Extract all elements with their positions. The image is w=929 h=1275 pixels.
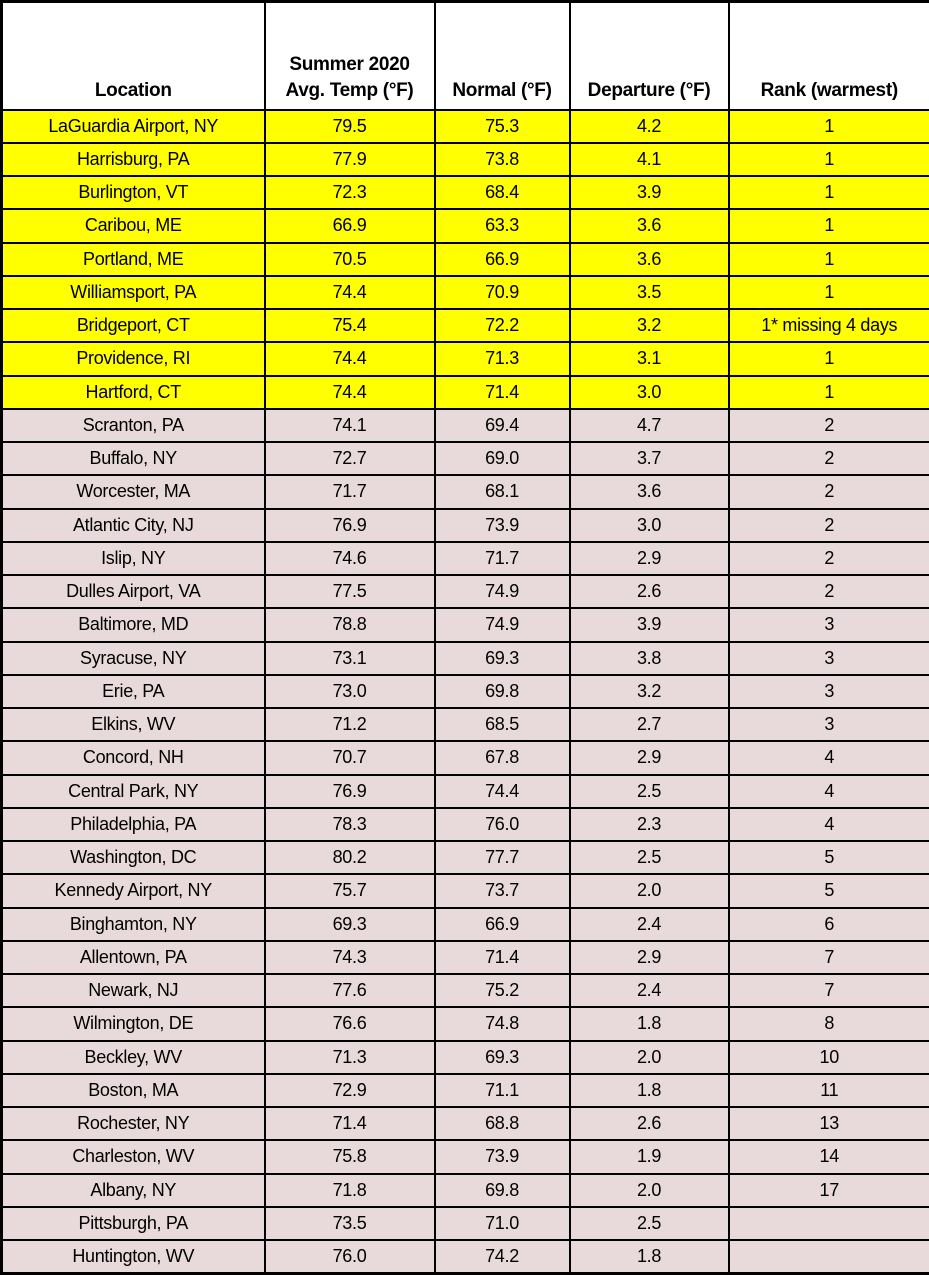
cell-rank: 6 (729, 908, 929, 941)
cell-location: Hartford, CT (2, 376, 265, 409)
cell-location: Portland, ME (2, 243, 265, 276)
cell-departure: 1.8 (570, 1007, 729, 1040)
cell-location: Providence, RI (2, 342, 265, 375)
cell-normal: 67.8 (435, 741, 570, 774)
cell-normal: 71.4 (435, 376, 570, 409)
cell-location: Caribou, ME (2, 209, 265, 242)
cell-rank: 5 (729, 874, 929, 907)
cell-avg-temp: 73.5 (265, 1207, 435, 1240)
col-header-avg-temp-line2: Avg. Temp (°F) (285, 79, 414, 101)
cell-avg-temp: 79.5 (265, 110, 435, 143)
cell-departure: 3.0 (570, 509, 729, 542)
cell-location: Newark, NJ (2, 974, 265, 1007)
table-row (2, 1007, 929, 1040)
cell-rank: 1* missing 4 days (729, 309, 929, 342)
table-row (2, 1207, 929, 1240)
cell-normal: 71.4 (435, 941, 570, 974)
table-row (2, 1174, 929, 1207)
cell-rank: 2 (729, 442, 929, 475)
cell-location: Dulles Airport, VA (2, 575, 265, 608)
cell-avg-temp: 74.4 (265, 342, 435, 375)
table-row (2, 409, 929, 442)
cell-avg-temp: 76.6 (265, 1007, 435, 1040)
cell-normal: 73.7 (435, 874, 570, 907)
cell-avg-temp: 70.5 (265, 243, 435, 276)
cell-avg-temp: 77.6 (265, 974, 435, 1007)
cell-normal: 71.0 (435, 1207, 570, 1240)
cell-avg-temp: 71.8 (265, 1174, 435, 1207)
cell-normal: 69.3 (435, 642, 570, 675)
table-row (2, 775, 929, 808)
table-row (2, 143, 929, 176)
table-row (2, 874, 929, 907)
table-row (2, 708, 929, 741)
cell-avg-temp: 73.0 (265, 675, 435, 708)
cell-rank: 1 (729, 209, 929, 242)
cell-location: LaGuardia Airport, NY (2, 110, 265, 143)
cell-normal: 70.9 (435, 276, 570, 309)
cell-location: Islip, NY (2, 542, 265, 575)
cell-location: Erie, PA (2, 675, 265, 708)
cell-rank: 4 (729, 741, 929, 774)
table-row (2, 209, 929, 242)
cell-rank: 2 (729, 575, 929, 608)
cell-departure: 3.6 (570, 475, 729, 508)
cell-normal: 72.2 (435, 309, 570, 342)
cell-departure: 3.2 (570, 309, 729, 342)
table-row (2, 509, 929, 542)
table-body (2, 110, 929, 1274)
cell-location: Bridgeport, CT (2, 309, 265, 342)
cell-rank: 17 (729, 1174, 929, 1207)
cell-location: Burlington, VT (2, 176, 265, 209)
cell-normal: 63.3 (435, 209, 570, 242)
cell-rank: 1 (729, 143, 929, 176)
table-row (2, 841, 929, 874)
cell-avg-temp: 69.3 (265, 908, 435, 941)
cell-normal: 73.8 (435, 143, 570, 176)
cell-normal: 71.3 (435, 342, 570, 375)
cell-normal: 69.8 (435, 675, 570, 708)
cell-departure: 3.9 (570, 176, 729, 209)
cell-avg-temp: 74.1 (265, 409, 435, 442)
cell-normal: 66.9 (435, 243, 570, 276)
table-row (2, 442, 929, 475)
cell-avg-temp: 75.7 (265, 874, 435, 907)
cell-location: Central Park, NY (2, 775, 265, 808)
cell-normal: 69.4 (435, 409, 570, 442)
cell-normal: 74.4 (435, 775, 570, 808)
col-header-rank (729, 2, 929, 110)
cell-departure: 2.5 (570, 841, 729, 874)
cell-departure: 3.9 (570, 608, 729, 641)
table-row (2, 642, 929, 675)
cell-avg-temp: 74.4 (265, 376, 435, 409)
cell-departure: 3.0 (570, 376, 729, 409)
cell-departure: 2.5 (570, 775, 729, 808)
cell-avg-temp: 72.3 (265, 176, 435, 209)
cell-departure: 2.9 (570, 542, 729, 575)
cell-location: Washington, DC (2, 841, 265, 874)
cell-avg-temp: 78.3 (265, 808, 435, 841)
cell-departure: 3.1 (570, 342, 729, 375)
cell-location: Williamsport, PA (2, 276, 265, 309)
cell-departure: 2.7 (570, 708, 729, 741)
table-row (2, 608, 929, 641)
cell-normal: 73.9 (435, 509, 570, 542)
cell-location: Binghamton, NY (2, 908, 265, 941)
cell-avg-temp: 77.9 (265, 143, 435, 176)
cell-rank: 1 (729, 342, 929, 375)
cell-rank: 1 (729, 243, 929, 276)
cell-location: Baltimore, MD (2, 608, 265, 641)
col-header-location-label: Location (94, 79, 172, 101)
cell-departure: 3.8 (570, 642, 729, 675)
cell-departure: 2.9 (570, 941, 729, 974)
cell-avg-temp: 66.9 (265, 209, 435, 242)
table-row (2, 475, 929, 508)
cell-normal: 68.5 (435, 708, 570, 741)
cell-location: Pittsburgh, PA (2, 1207, 265, 1240)
table-row (2, 276, 929, 309)
table-row (2, 376, 929, 409)
cell-rank: 8 (729, 1007, 929, 1040)
cell-rank: 13 (729, 1107, 929, 1140)
col-header-location (2, 2, 265, 110)
cell-departure: 4.1 (570, 143, 729, 176)
cell-departure: 1.9 (570, 1140, 729, 1173)
table-row (2, 1140, 929, 1173)
cell-normal: 74.9 (435, 575, 570, 608)
cell-avg-temp: 76.9 (265, 509, 435, 542)
cell-rank: 11 (729, 1074, 929, 1107)
cell-rank: 10 (729, 1041, 929, 1074)
cell-rank: 14 (729, 1140, 929, 1173)
cell-rank: 1 (729, 376, 929, 409)
table-row (2, 1240, 929, 1274)
table-row (2, 176, 929, 209)
cell-rank: 2 (729, 409, 929, 442)
cell-rank: 1 (729, 110, 929, 143)
table-row (2, 741, 929, 774)
cell-avg-temp: 76.0 (265, 1240, 435, 1274)
cell-normal: 68.8 (435, 1107, 570, 1140)
cell-normal: 74.9 (435, 608, 570, 641)
cell-departure: 3.7 (570, 442, 729, 475)
cell-departure: 2.6 (570, 1107, 729, 1140)
cell-rank: 4 (729, 808, 929, 841)
cell-location: Concord, NH (2, 741, 265, 774)
cell-departure: 2.4 (570, 974, 729, 1007)
cell-rank (729, 1207, 929, 1240)
cell-departure: 4.7 (570, 409, 729, 442)
cell-departure: 2.0 (570, 1174, 729, 1207)
cell-location: Beckley, WV (2, 1041, 265, 1074)
cell-avg-temp: 72.7 (265, 442, 435, 475)
table-row (2, 1074, 929, 1107)
table-row (2, 908, 929, 941)
cell-avg-temp: 73.1 (265, 642, 435, 675)
cell-location: Wilmington, DE (2, 1007, 265, 1040)
cell-avg-temp: 80.2 (265, 841, 435, 874)
cell-normal: 68.1 (435, 475, 570, 508)
header-row (2, 2, 929, 110)
cell-avg-temp: 75.4 (265, 309, 435, 342)
table-row (2, 110, 929, 143)
cell-rank: 3 (729, 642, 929, 675)
cell-rank: 2 (729, 509, 929, 542)
cell-departure: 1.8 (570, 1240, 729, 1274)
table-row (2, 941, 929, 974)
cell-avg-temp: 77.5 (265, 575, 435, 608)
table-row (2, 542, 929, 575)
col-header-departure (570, 2, 729, 110)
cell-departure: 2.6 (570, 575, 729, 608)
cell-normal: 69.3 (435, 1041, 570, 1074)
cell-rank: 7 (729, 941, 929, 974)
cell-departure: 2.3 (570, 808, 729, 841)
table-row (2, 1041, 929, 1074)
cell-normal: 68.4 (435, 176, 570, 209)
cell-location: Philadelphia, PA (2, 808, 265, 841)
table-row (2, 575, 929, 608)
cell-normal: 75.3 (435, 110, 570, 143)
cell-avg-temp: 78.8 (265, 608, 435, 641)
cell-normal: 77.7 (435, 841, 570, 874)
cell-normal: 75.2 (435, 974, 570, 1007)
cell-avg-temp: 75.8 (265, 1140, 435, 1173)
cell-normal: 73.9 (435, 1140, 570, 1173)
cell-rank: 3 (729, 675, 929, 708)
cell-rank: 1 (729, 176, 929, 209)
cell-departure: 2.0 (570, 1041, 729, 1074)
cell-avg-temp: 74.4 (265, 276, 435, 309)
cell-rank: 2 (729, 542, 929, 575)
table-row (2, 808, 929, 841)
cell-departure: 1.8 (570, 1074, 729, 1107)
cell-rank: 3 (729, 608, 929, 641)
cell-departure: 2.5 (570, 1207, 729, 1240)
cell-location: Worcester, MA (2, 475, 265, 508)
cell-location: Albany, NY (2, 1174, 265, 1207)
cell-departure: 4.2 (570, 110, 729, 143)
col-header-avg-temp-line1: Summer 2020 (289, 54, 410, 76)
cell-location: Kennedy Airport, NY (2, 874, 265, 907)
cell-departure: 3.2 (570, 675, 729, 708)
cell-normal: 71.7 (435, 542, 570, 575)
cell-rank: 7 (729, 974, 929, 1007)
cell-location: Atlantic City, NJ (2, 509, 265, 542)
col-header-normal (435, 2, 570, 110)
cell-avg-temp: 71.3 (265, 1041, 435, 1074)
cell-normal: 71.1 (435, 1074, 570, 1107)
cell-location: Charleston, WV (2, 1140, 265, 1173)
cell-location: Syracuse, NY (2, 642, 265, 675)
cell-avg-temp: 71.4 (265, 1107, 435, 1140)
table-row (2, 342, 929, 375)
col-header-rank-label: Rank (warmest) (760, 79, 898, 101)
cell-rank (729, 1240, 929, 1274)
cell-departure: 3.5 (570, 276, 729, 309)
cell-location: Harrisburg, PA (2, 143, 265, 176)
col-header-normal-label: Normal (°F) (452, 79, 552, 101)
cell-normal: 74.2 (435, 1240, 570, 1274)
table-row (2, 1107, 929, 1140)
cell-departure: 2.0 (570, 874, 729, 907)
cell-rank: 1 (729, 276, 929, 309)
cell-rank: 2 (729, 475, 929, 508)
cell-avg-temp: 76.9 (265, 775, 435, 808)
cell-avg-temp: 72.9 (265, 1074, 435, 1107)
cell-avg-temp: 70.7 (265, 741, 435, 774)
cell-location: Rochester, NY (2, 1107, 265, 1140)
cell-normal: 69.0 (435, 442, 570, 475)
cell-departure: 2.4 (570, 908, 729, 941)
cell-location: Huntington, WV (2, 1240, 265, 1274)
cell-rank: 5 (729, 841, 929, 874)
cell-rank: 4 (729, 775, 929, 808)
cell-location: Scranton, PA (2, 409, 265, 442)
cell-normal: 74.8 (435, 1007, 570, 1040)
col-header-departure-label: Departure (°F) (587, 79, 711, 101)
cell-normal: 69.8 (435, 1174, 570, 1207)
cell-avg-temp: 74.6 (265, 542, 435, 575)
cell-avg-temp: 71.7 (265, 475, 435, 508)
cell-avg-temp: 74.3 (265, 941, 435, 974)
cell-normal: 76.0 (435, 808, 570, 841)
cell-location: Buffalo, NY (2, 442, 265, 475)
table-row (2, 974, 929, 1007)
cell-departure: 3.6 (570, 209, 729, 242)
table-row (2, 675, 929, 708)
cell-rank: 3 (729, 708, 929, 741)
cell-location: Elkins, WV (2, 708, 265, 741)
col-header-avg-temp (265, 2, 435, 110)
table-row (2, 309, 929, 342)
cell-departure: 3.6 (570, 243, 729, 276)
table-row (2, 243, 929, 276)
cell-location: Boston, MA (2, 1074, 265, 1107)
cell-normal: 66.9 (435, 908, 570, 941)
cell-departure: 2.9 (570, 741, 729, 774)
cell-avg-temp: 71.2 (265, 708, 435, 741)
cell-location: Allentown, PA (2, 941, 265, 974)
